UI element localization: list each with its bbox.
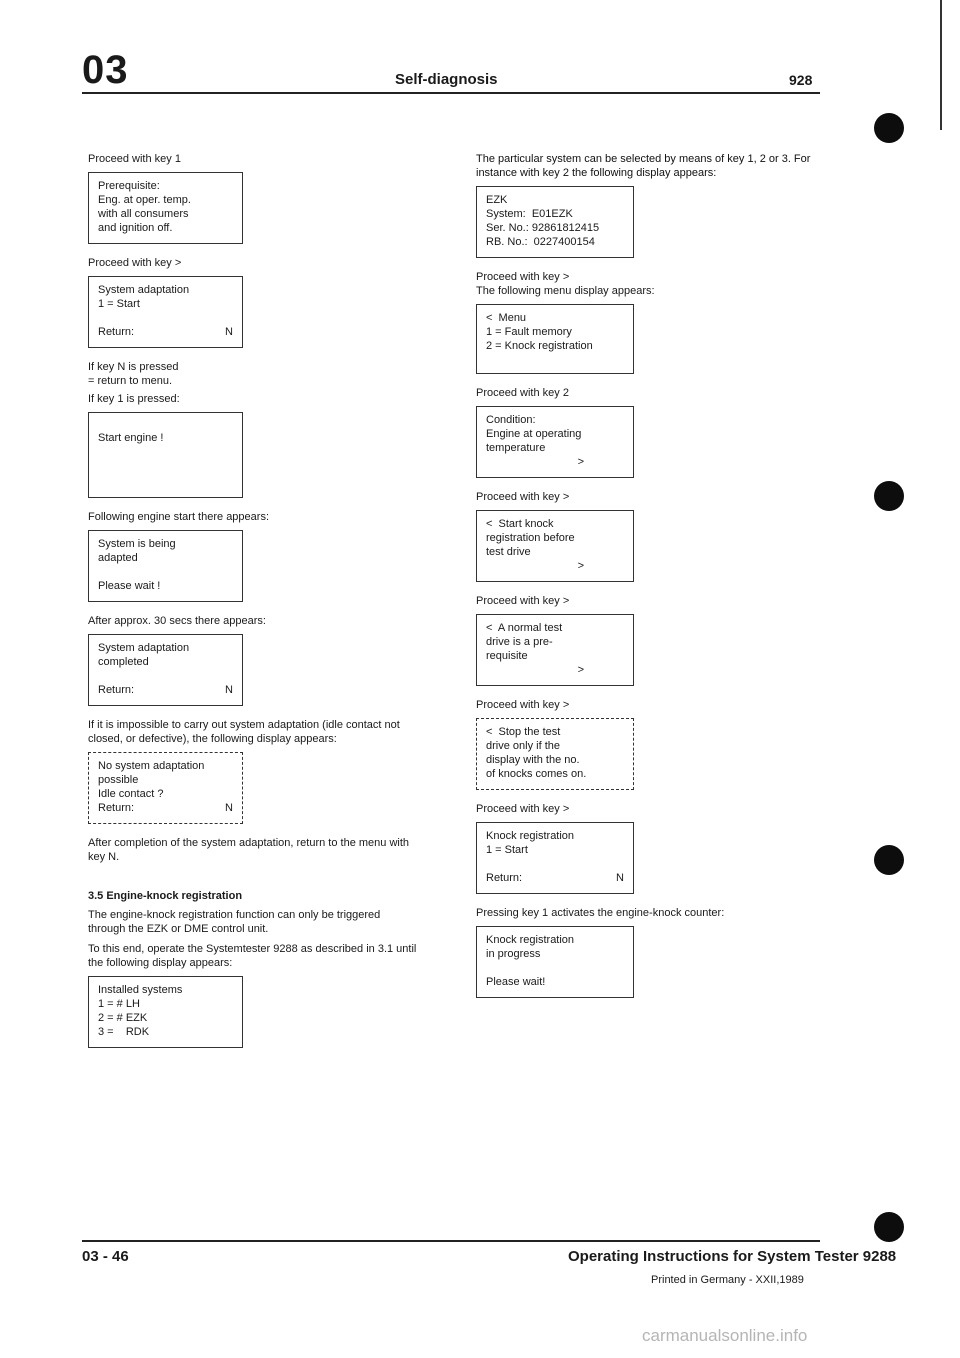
instruction-text: Proceed with key 2 (476, 387, 569, 399)
instruction-text: Pressing key 1 activates the engine-knock counter: (476, 907, 725, 919)
display-box-knock-registration (476, 822, 634, 894)
display-box-ezk: EZK System: E01EZK Ser. No.: 92861812415 RB. No.: 0227400154 (476, 186, 634, 258)
instruction-text: Proceed with key > (88, 257, 182, 269)
section-heading: 3.5 Engine-knock registration (88, 890, 243, 902)
display-box-no-adaptation (88, 752, 243, 824)
display-box-start-knock: < Start knock registration before test drive > (476, 510, 634, 582)
display-lines: No system adaptation possible Idle contact ? (98, 760, 205, 800)
binder-hole-4 (874, 1212, 904, 1242)
display-box-normal-test: < A normal test drive is a pre- requisite > (476, 614, 634, 686)
binder-hole-3 (874, 845, 904, 875)
body-text: To this end, operate the Systemtester 9288 as described in 3.1 until the following display appears: (88, 943, 417, 969)
left-column (88, 152, 418, 1060)
watermark: carmanualsonline.info (642, 1326, 808, 1345)
return-label: Return: (98, 802, 135, 814)
print-info: Printed in Germany - XXII,1989 (651, 1274, 804, 1286)
model-number: 928 (789, 72, 813, 88)
display-box-being-adapted: System is being adapted Please wait ! (88, 530, 243, 602)
return-label: Return: (486, 872, 523, 884)
instruction-text: Proceed with key > (476, 491, 570, 503)
display-return-row (98, 325, 233, 339)
return-key: N (225, 326, 233, 338)
instruction-text: The particular system can be selected by means of key 1, 2 or 3. For instance with key 2 the following display appears: (476, 153, 811, 179)
return-key: N (225, 684, 233, 696)
section-number: 03 (82, 48, 129, 92)
display-box-prerequisite: Prerequisite: Eng. at oper. temp. with all consumers and ignition off. (88, 172, 243, 244)
right-column (476, 152, 821, 1010)
instruction-text: Proceed with key > (476, 595, 570, 607)
page-number: 03 - 46 (82, 1248, 129, 1265)
instruction-text: Proceed with key > (476, 699, 570, 711)
display-box-in-progress: Knock registration in progress Please wait! (476, 926, 634, 998)
display-return-row (486, 871, 624, 885)
return-label: Return: (98, 326, 135, 338)
instruction-text: Proceed with key > (476, 271, 570, 283)
footer-title: Operating Instructions for System Tester 9288 (568, 1248, 897, 1265)
display-lines: System adaptation completed (98, 642, 190, 668)
page-edge-line (940, 0, 942, 130)
instruction-text: After completion of the system adaptation, return to the menu with key N. (88, 837, 410, 863)
display-box-installed-systems: Installed systems 1 = # LH 2 = # EZK 3 = RDK (88, 976, 243, 1048)
instruction-text: If it is impossible to carry out system adaptation (idle contact not closed, or defective), the following display appears: (88, 719, 400, 745)
footer-rule (82, 1240, 820, 1242)
page-title: Self-diagnosis (395, 71, 498, 88)
display-box-menu: < Menu 1 = Fault memory 2 = Knock registration (476, 304, 634, 374)
instruction-text: Proceed with key > (476, 803, 570, 815)
display-box-start-engine: Start engine ! (88, 412, 243, 498)
display-return-row (98, 801, 233, 815)
instruction-text: If key N is pressed (88, 361, 179, 373)
return-key: N (616, 872, 624, 884)
instruction-text: = return to menu. (88, 375, 173, 387)
instruction-text: Following engine start there appears: (88, 511, 269, 523)
return-key: N (225, 802, 233, 814)
display-box-adaptation-completed (88, 634, 243, 706)
instruction-text: After approx. 30 secs there appears: (88, 615, 266, 627)
binder-hole-1 (874, 113, 904, 143)
instruction-text: The following menu display appears: (476, 285, 655, 297)
display-lines: Knock registration 1 = Start (486, 830, 575, 856)
instruction-text: If key 1 is pressed: (88, 393, 180, 405)
return-label: Return: (98, 684, 135, 696)
display-box-condition: Condition: Engine at operating temperature > (476, 406, 634, 478)
instruction-text: Proceed with key 1 (88, 153, 181, 165)
display-box-system-adaptation (88, 276, 243, 348)
display-return-row (98, 683, 233, 697)
binder-hole-2 (874, 481, 904, 511)
body-text: The engine-knock registration function can only be triggered through the EZK or DME control unit. (88, 909, 381, 935)
display-lines: System adaptation 1 = Start (98, 284, 190, 310)
display-box-stop-test: < Stop the test drive only if the display with the no. of knocks comes on. (476, 718, 634, 790)
header-rule (82, 92, 820, 94)
